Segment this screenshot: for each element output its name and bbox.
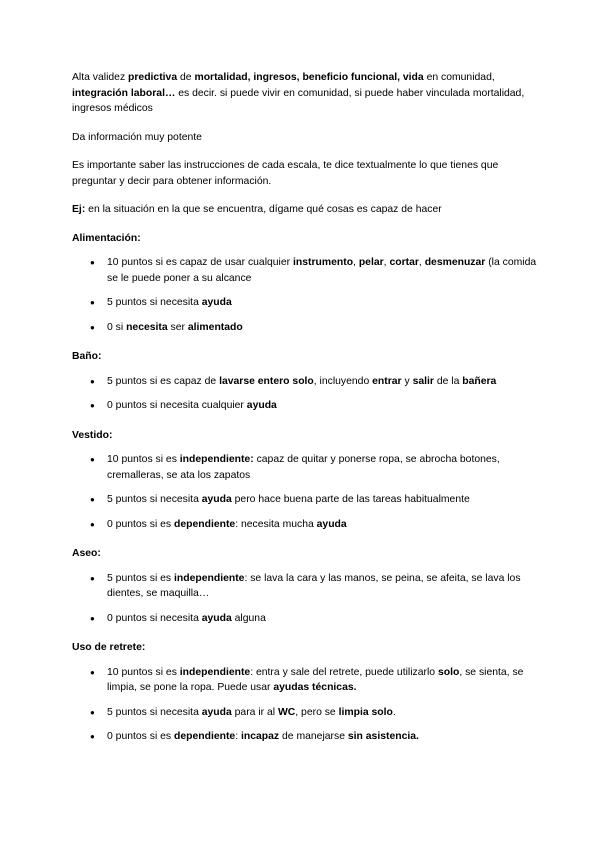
text-run: 5 puntos si es capaz de	[107, 375, 220, 387]
bold-text-run: Alimentación:	[72, 232, 141, 244]
list-item	[72, 705, 542, 721]
text-run: , se sienta, se limpia, se pone la ropa. Puede usar	[107, 666, 524, 693]
bullet-icon: ●	[90, 667, 95, 677]
text-run: en comunidad,	[423, 72, 495, 83]
text-run: 0 si	[107, 321, 127, 333]
section-heading	[72, 349, 542, 365]
list-item	[72, 611, 542, 627]
bold-text-run: limpia solo	[338, 706, 393, 718]
bold-text-run: WC	[277, 706, 296, 718]
text-run: pero hace buena parte de las tareas habitualmente	[231, 494, 470, 505]
bullet-icon: ●	[90, 322, 95, 332]
text-run: 10 puntos si es	[107, 666, 180, 678]
bullet-icon: ●	[90, 519, 95, 529]
text-run: y	[401, 375, 413, 387]
score-list	[72, 255, 542, 335]
bold-text-run: ayudas técnicas.	[273, 682, 357, 693]
bold-text-run: ayuda	[201, 706, 232, 718]
text-run: en la situación en la que se encuentra, dígame qué cosas es capaz de hacer	[85, 204, 442, 215]
score-list	[72, 665, 542, 745]
list-item	[72, 255, 542, 286]
bullet-icon: ●	[90, 613, 95, 623]
text-run: : entra y sale del retrete, puede utilizarlo	[250, 666, 438, 678]
bold-text-run: cortar	[389, 257, 419, 268]
list-item	[72, 492, 542, 508]
text-run: : necesita mucha	[235, 518, 317, 530]
text-run: para ir al	[231, 706, 278, 718]
text-run: , incluyendo	[313, 375, 373, 387]
text-run: :	[97, 548, 101, 559]
bullet-icon: ●	[90, 573, 95, 583]
text-run: (la comida se le puede poner a su alcance	[107, 257, 537, 284]
bold-text-run: entrar	[372, 375, 402, 387]
text-run: de manejarse	[279, 731, 348, 742]
text-run: Es importante saber las instrucciones de cada escala, te dice textualmente lo que tienes que preguntar y decir para obtener información.	[72, 160, 499, 187]
bold-text-run: desmenuzar	[424, 257, 486, 268]
bullet-icon: ●	[90, 401, 95, 410]
text-run: .	[392, 706, 396, 718]
text-run: Alta validez	[72, 72, 129, 83]
bold-text-run: bañera	[462, 375, 497, 387]
list-item	[72, 729, 542, 745]
list-item	[72, 295, 542, 311]
bold-text-run: mortalidad, ingresos, beneficio funcional, vida	[194, 72, 424, 83]
bold-text-run: sin asistencia.	[347, 731, 419, 742]
text-run: alguna	[231, 612, 266, 624]
text-run: 10 puntos si es capaz de usar cualquier	[107, 257, 293, 268]
bullet-icon: ●	[90, 258, 95, 267]
intro-paragraph	[72, 70, 542, 117]
text-run: ser	[167, 321, 188, 333]
section-heading	[72, 428, 542, 444]
text-run: , pero se	[295, 706, 339, 718]
bold-text-run: Vestido:	[72, 429, 113, 441]
intro-paragraph	[72, 158, 542, 189]
text-run: :	[235, 731, 241, 742]
bold-text-run: incapaz	[241, 731, 280, 742]
bullet-icon: ●	[90, 298, 95, 307]
text-run: capaz de quitar y ponerse ropa, se abrocha botones, cremalleras, se ata los zapatos	[107, 454, 500, 481]
text-run: 0 puntos si necesita	[107, 612, 202, 624]
bold-text-run: Ej:	[72, 204, 86, 215]
section-heading	[72, 546, 542, 562]
list-item	[72, 571, 542, 602]
bold-text-run: ayuda	[201, 297, 232, 308]
list-item	[72, 452, 542, 483]
list-item	[72, 398, 542, 414]
bold-text-run: predictiva	[128, 72, 178, 83]
text-run: 5 puntos si es	[107, 572, 175, 584]
list-item	[72, 374, 542, 390]
bullet-icon: ●	[90, 707, 95, 717]
list-item	[72, 320, 542, 336]
bold-text-run: pelar	[358, 257, 384, 268]
bullet-icon: ●	[90, 732, 95, 741]
text-run: : se lava la cara y las manos, se peina, se afeita, se lava los dientes, se maquilla…	[107, 572, 521, 599]
text-run: de	[177, 72, 195, 83]
bold-text-run: independiente	[179, 666, 251, 678]
bold-text-run: independiente:	[179, 454, 254, 465]
bullet-icon: ●	[90, 376, 95, 386]
text-run: 5 puntos si necesita	[107, 706, 202, 718]
text-run: 5 puntos si necesita	[107, 494, 202, 505]
bold-text-run: ayuda	[201, 494, 232, 505]
bold-text-run: ayuda	[246, 400, 277, 411]
bold-text-run: solo	[437, 666, 460, 678]
section-heading	[72, 231, 542, 247]
list-item	[72, 665, 542, 696]
text-run: 10 puntos si es	[107, 454, 180, 465]
bullet-icon: ●	[90, 495, 95, 504]
bold-text-run: instrumento	[293, 257, 354, 268]
document-body	[72, 70, 542, 759]
bullet-icon: ●	[90, 455, 95, 464]
bold-text-run: independiente	[174, 572, 245, 584]
text-run: 0 puntos si necesita cualquier	[107, 400, 247, 411]
text-run: ,	[353, 257, 359, 268]
score-list	[72, 571, 542, 627]
bold-text-run: Baño:	[72, 351, 102, 362]
intro-paragraph	[72, 202, 542, 218]
text-run: ,	[383, 257, 390, 268]
bold-text-run: Aseo	[72, 548, 98, 559]
text-run: es decir. si puede vivir en comunidad, si puede haber vinculada mortalidad, ingresos médicos	[72, 87, 525, 114]
text-run: Da información muy potente	[72, 131, 202, 143]
bold-text-run: ayuda	[316, 518, 347, 530]
bold-text-run: alimentado	[187, 321, 243, 333]
text-run: 5 puntos si necesita	[107, 297, 202, 308]
score-list	[72, 374, 542, 414]
score-list	[72, 452, 542, 532]
list-item	[72, 517, 542, 533]
bold-text-run: dependiente	[174, 518, 236, 530]
bold-text-run: salir	[412, 375, 434, 387]
bold-text-run: integración laboral…	[72, 87, 176, 99]
section-heading	[72, 640, 542, 656]
text-run: 0 puntos si es	[107, 518, 175, 530]
bold-text-run: ayuda	[201, 612, 232, 624]
text-run: 0 puntos si es	[107, 731, 175, 742]
text-run: ,	[418, 257, 425, 268]
text-run: de la	[433, 375, 463, 387]
bold-text-run: Uso de retrete:	[72, 642, 146, 653]
bold-text-run: lavarse entero solo	[219, 375, 314, 387]
intro-paragraph	[72, 130, 542, 146]
bold-text-run: dependiente	[174, 731, 236, 742]
bold-text-run: necesita	[126, 321, 168, 333]
